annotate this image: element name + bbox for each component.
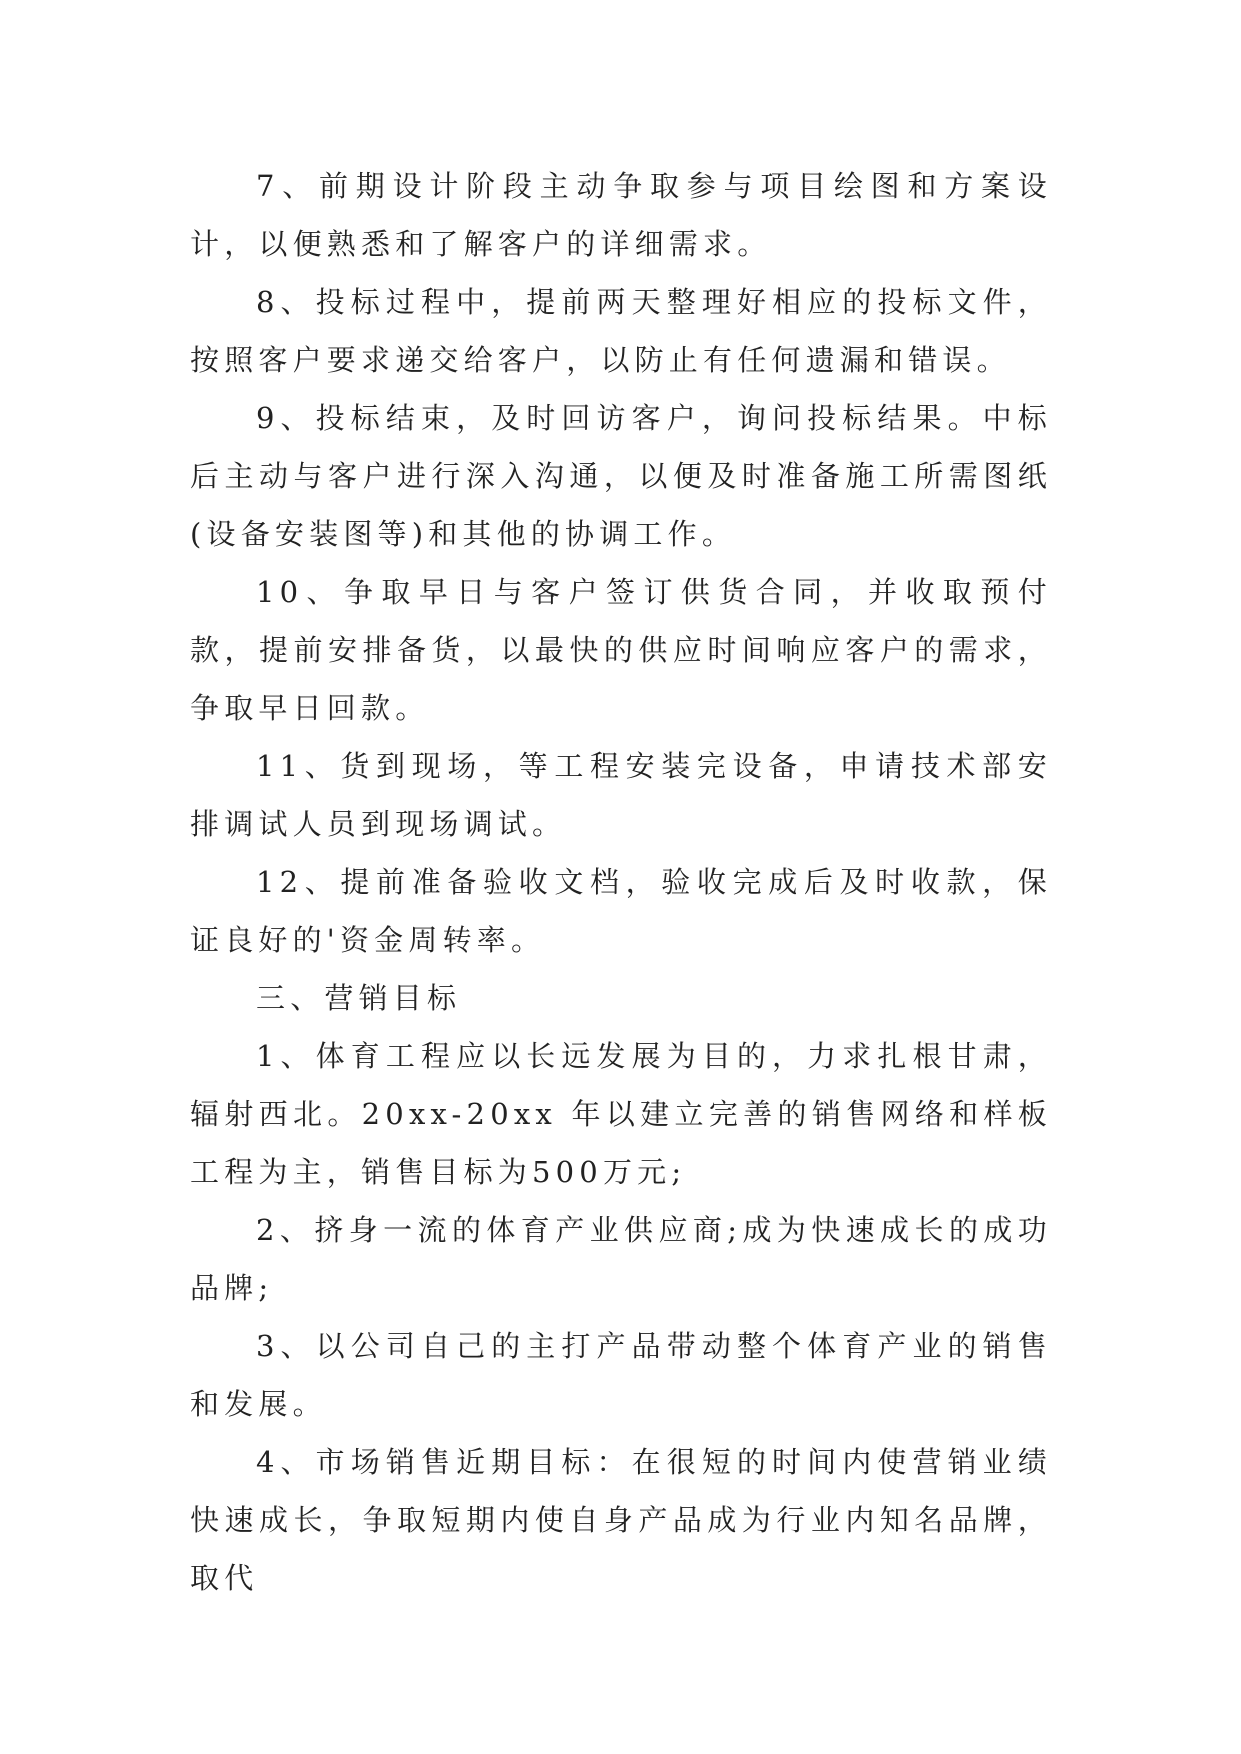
paragraph-item-8: 8、投标过程中，提前两天整理好相应的投标文件，按照客户要求递交给客户，以防止有任何遗漏和错误。 [190,285,1052,377]
document-body [190,157,1052,1607]
paragraph-item-12: 12、提前准备验收文档，验收完成后及时收款，保证良好的'资金周转率。 [190,865,1052,957]
goal-item-1: 1、体育工程应以长远发展为目的，力求扎根甘肃，辐射西北。20xx-20xx 年以建立完善的销售网络和样板工程为主，销售目标为500万元; [190,1039,1052,1189]
paragraph-item-11: 11、货到现场，等工程安装完设备，申请技术部安排调试人员到现场调试。 [190,749,1052,841]
paragraph-item-7: 7、前期设计阶段主动争取参与项目绘图和方案设计，以便熟悉和了解客户的详细需求。 [190,169,1052,261]
section-heading: 三、营销目标 [256,981,462,1015]
paragraph-item-9: 9、投标结束，及时回访客户，询问投标结果。中标后主动与客户进行深入沟通，以便及时准备施工所需图纸(设备安装图等)和其他的协调工作。 [190,401,1052,551]
goal-item-3: 3、以公司自己的主打产品带动整个体育产业的销售和发展。 [190,1329,1052,1421]
paragraph-item-10: 10、争取早日与客户签订供货合同，并收取预付款，提前安排备货，以最快的供应时间响应客户的需求，争取早日回款。 [190,575,1052,725]
goal-item-2: 2、挤身一流的体育产业供应商;成为快速成长的成功品牌; [190,1213,1052,1305]
goal-item-4: 4、市场销售近期目标：在很短的时间内使营销业绩快速成长，争取短期内使自身产品成为行业内知名品牌，取代 [190,1445,1052,1595]
